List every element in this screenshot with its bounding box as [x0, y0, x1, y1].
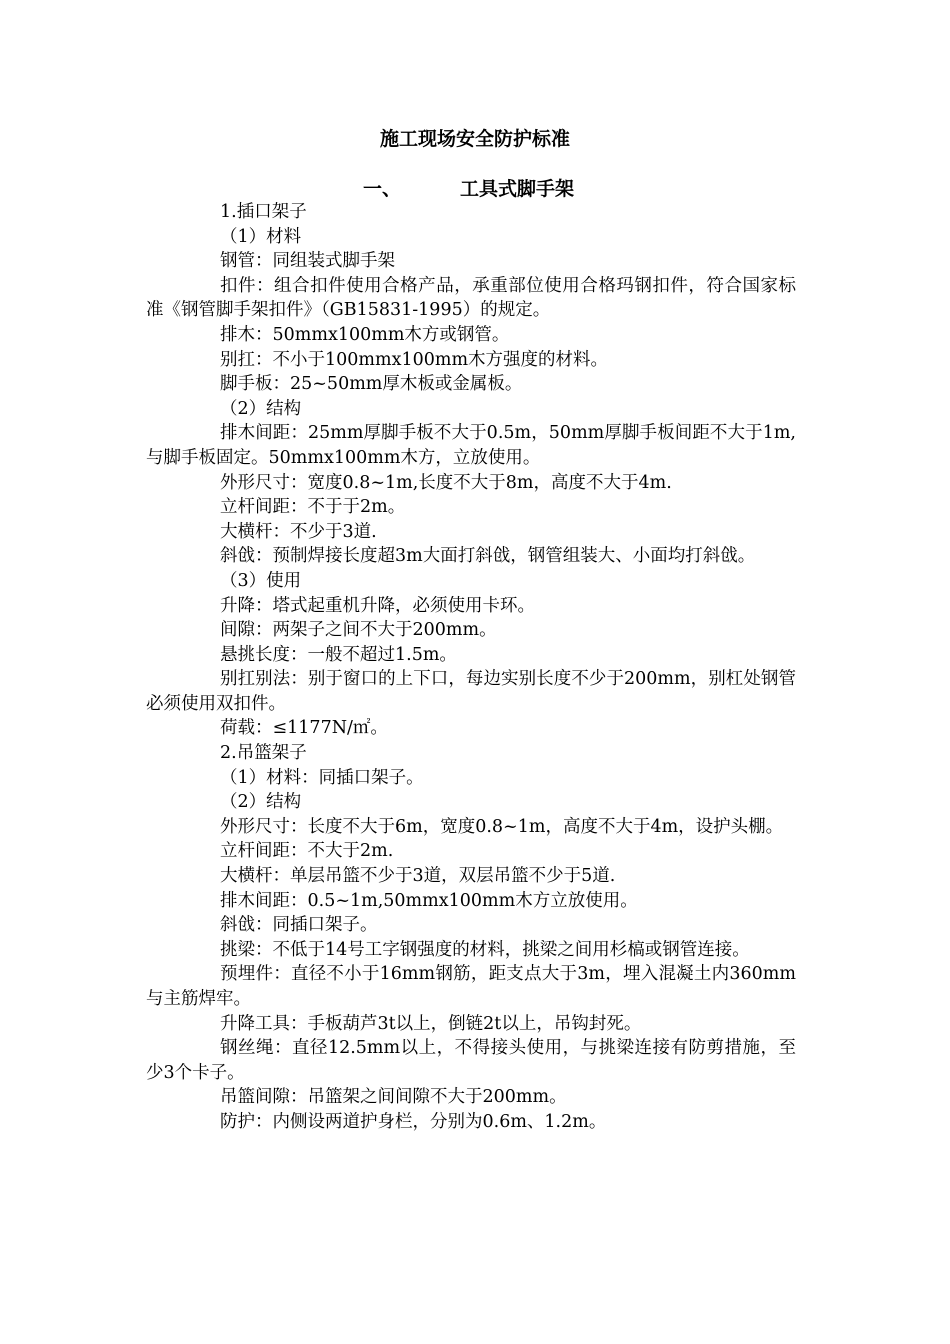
paragraph: 吊篮间隙：吊篮架之间间隙不大于200mm。 — [220, 1087, 567, 1108]
paragraph: （1）材料 — [220, 226, 302, 247]
paragraph: 立杆间距：不大于2m. — [220, 841, 394, 862]
document-body — [146, 200, 796, 1135]
paragraph: 别扛：不小于100mmx100mm木方强度的材料。 — [220, 349, 609, 370]
paragraph: 排木：50mmx100mm木方或钢管。 — [220, 324, 510, 345]
paragraph: 外形尺寸：长度不大于6m，宽度0.8~1m，高度不大于4m，设护头棚。 — [220, 816, 784, 837]
document-title: 施工现场安全防护标准 — [379, 128, 570, 150]
paragraph: 荷载：≤1177N/㎡。 — [220, 718, 388, 739]
section-heading — [0, 175, 950, 203]
paragraph: 立杆间距：不于于2m。 — [220, 497, 406, 518]
paragraph: 扣件：组合扣件使用合格产品，承重部位使用合格玛钢扣件，符合国家标准《钢管脚手架扣件》（GB15831-1995）的规定。 — [146, 275, 796, 321]
paragraph: 别扛别法：别于窗口的上下口，每边实别长度不少于200mm，别杠处钢管必须使用双扣件。 — [146, 669, 796, 714]
paragraph: 斜戗：同插口架子。 — [220, 915, 378, 936]
paragraph: （2）结构 — [220, 792, 302, 813]
paragraph: 防护：内侧设两道护身栏，分别为0.6m、1.2m。 — [220, 1111, 607, 1132]
paragraph: 排木间距：25mm厚脚手板不大于0.5m，50mm厚脚手板间距不大于1m,与脚手板固定。50mmx100mm木方，立放使用。 — [146, 423, 796, 468]
paragraph: （2）结构 — [220, 398, 302, 419]
paragraph: 斜戗：预制焊接长度超3m大面打斜戗，钢管组装大、小面均打斜戗。 — [220, 546, 756, 567]
paragraph: 钢丝绳：直径12.5mm以上，不得接头使用，与挑梁连接有防剪措施，至少3个卡子。 — [146, 1038, 796, 1083]
paragraph: 1.插口架子 — [220, 202, 307, 222]
paragraph: 挑梁：不低于14号工字钢强度的材料，挑梁之间用杉槁或钢管连接。 — [220, 939, 750, 960]
paragraph: 钢管：同组装式脚手架 — [220, 251, 395, 272]
paragraph: 间隙：两架子之间不大于200mm。 — [220, 620, 497, 641]
section-title: 工具式脚手架 — [460, 178, 575, 200]
paragraph: 脚手板：25~50mm厚木板或金属板。 — [220, 374, 523, 395]
paragraph: （3）使用 — [220, 570, 302, 591]
paragraph: 2.吊篮架子 — [220, 743, 307, 764]
section-number: 一、 — [363, 178, 402, 200]
paragraph: 外形尺寸：宽度0.8~1m,长度不大于8m，高度不大于4m. — [220, 472, 672, 493]
paragraph: 大横杆：单层吊篮不少于3道，双层吊篮不少于5道. — [220, 866, 616, 887]
paragraph: 升降工具：手板葫芦3t以上，倒链2t以上，吊钩封死。 — [220, 1013, 642, 1034]
paragraph: 悬挑长度：一般不超过1.5m。 — [220, 644, 457, 665]
paragraph: 预埋件：直径不小于16mm钢筋，距支点大于3m，埋入混凝土内360mm与主筋焊牢。 — [146, 964, 796, 1009]
paragraph: 升降：塔式起重机升降，必须使用卡环。 — [220, 595, 535, 616]
paragraph: 大横杆：不少于3道. — [220, 521, 377, 542]
paragraph: （1）材料：同插口架子。 — [220, 767, 424, 788]
paragraph: 排木间距：0.5~1m,50mmx100mm木方立放使用。 — [220, 890, 638, 911]
